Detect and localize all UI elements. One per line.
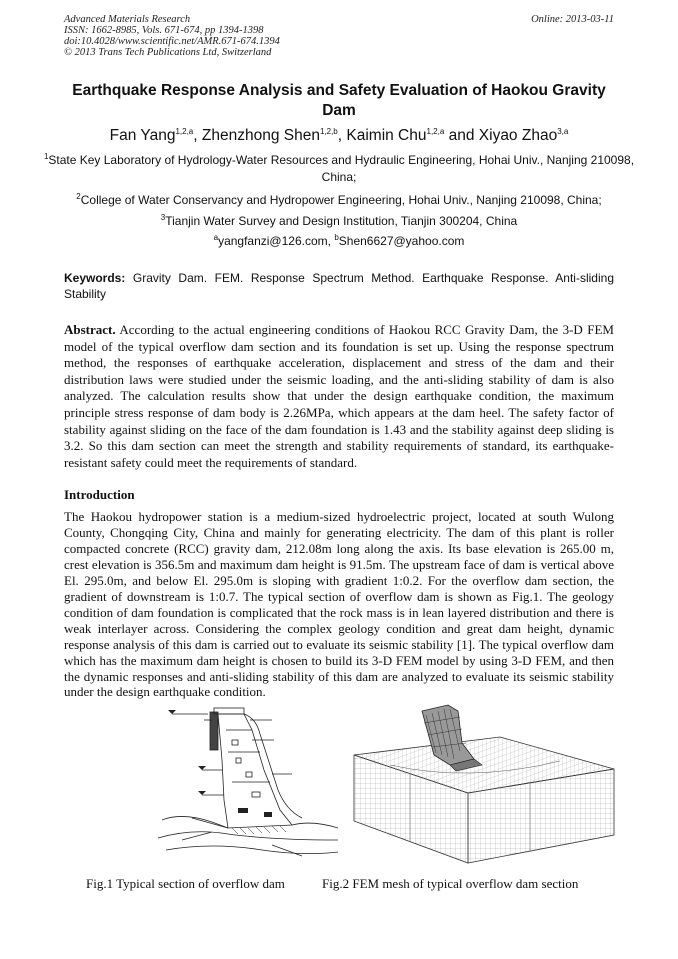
abstract-label: Abstract.: [64, 322, 116, 337]
online-date: Online: 2013-03-11: [531, 14, 614, 25]
abstract: [64, 322, 614, 471]
journal-copyright: © 2013 Trans Tech Publications Ltd, Switzerland: [64, 47, 272, 58]
affiliation-text: Tianjin Water Survey and Design Institution, Tianjin 300204, China: [165, 214, 518, 228]
fem-mesh-figure: [350, 703, 618, 865]
author-list: [40, 126, 638, 146]
author-sup: 1,2,a: [426, 126, 445, 136]
journal-issn: ISSN: 1662-8985, Vols. 671-674, pp 1394-1398: [64, 25, 264, 36]
affiliation-3: [40, 213, 638, 230]
author-separator: ,: [193, 127, 202, 144]
figure-1-caption: Fig.1 Typical section of overflow dam: [86, 876, 285, 891]
journal-name: Advanced Materials Research: [64, 14, 191, 25]
author-sup: 1,2,a: [175, 126, 194, 136]
author-separator: and: [444, 127, 479, 144]
affiliation-1: [40, 152, 638, 186]
dam-section-figure: [152, 700, 340, 865]
affiliation-text: College of Water Conservancy and Hydropower Engineering, Hohai Univ., Nanjing 210098, China;: [80, 193, 602, 207]
affiliation-2: [40, 192, 638, 209]
journal-header: [64, 14, 616, 58]
keywords: [64, 270, 614, 302]
email-a[interactable]: yangfanzi@126.com: [218, 234, 328, 248]
email-b[interactable]: Shen6627@yahoo.com: [338, 234, 465, 248]
keywords-text: Gravity Dam. FEM. Response Spectrum Method. Earthquake Response. Anti-sliding Stability: [64, 271, 614, 301]
abstract-text: According to the actual engineering conditions of Haokou RCC Gravity Dam, the 3-D FEM model of the typical overflow dam section and its foundation is set up. Using the response spectrum method, the responses of earthquake acceleration, displacement and stress of the dam and their distribution laws were studied under the seismic loading, and the anti-sliding stability of dam is also analyzed. The calculation results show that under the design earthquake condition, the maximum principle stress response of dam body is 2.26MPa, which appears at the dam heel. The safety factor of stability against sliding on the face of the dam foundation is 1.43 and the stability against deep sliding is 3.2. So this dam section can meet the strength and stability requirements of standard, its earthquake-resistant safety could meet the requirements of standard.: [64, 322, 614, 470]
email-sup: b: [334, 233, 339, 242]
journal-doi: doi:10.4028/www.scientific.net/AMR.671-674.1394: [64, 36, 280, 47]
author-name: Fan Yang: [109, 127, 176, 144]
author-name: Zhenzhong Shen: [201, 127, 320, 144]
affiliation-text: State Key Laboratory of Hydrology-Water Resources and Hydraulic Engineering, Hohai Univ., Nanjing 210098, China;: [48, 153, 635, 184]
affiliation-sup: 2: [76, 192, 81, 201]
author-name: Xiyao Zhao: [478, 127, 558, 144]
author-name: Kaimin Chu: [346, 127, 427, 144]
figure-2-caption: Fig.2 FEM mesh of typical overflow dam section: [322, 876, 579, 891]
introduction-heading: Introduction: [64, 487, 135, 502]
author-emails: [40, 233, 638, 250]
paper-title: Earthquake Response Analysis and Safety Evaluation of Haokou Gravity Dam: [72, 82, 606, 119]
author-sup: 3,a: [557, 126, 569, 136]
email-separator: ,: [327, 234, 335, 248]
author-sup: 1,2,b: [319, 126, 338, 136]
affiliation-sup: 3: [160, 213, 166, 222]
keywords-label: Keywords:: [64, 271, 126, 285]
author-separator: ,: [337, 127, 347, 144]
email-sup: a: [213, 233, 219, 242]
affiliation-sup: 1: [43, 152, 49, 161]
introduction-text: The Haokou hydropower station is a medium-sized hydroelectric project, located at south Wulong County, Chongqing City, China and mainly for generating electricity. The dam of this plant is roller compacted concrete (RCC) gravity dam, 212.08m long along the axis. Its base elevation is 265.00 m, crest elevation is 356.5m and maximum dam height is 91.5m. The upstream face of dam is vertical above El. 295.0m, and below El. 295.0m is sloping with gradient 1:0.2. For the overflow dam section, the gradient of downstream is 1:0.7. The typical section of overflow dam is shown as Fig.1. The geology condition of dam foundation is complicated that the rock mass is in lean layered distribution and there is weak interlayer across. Considering the complex geology condition and great dam height, dynamic response analysis of this dam is carried out to evaluate its seismic stability [1]. The typical overflow dam which has the maximum dam height is chosen to build its 3-D FEM model by using 3-D FEM, and then the dynamic responses and anti-sliding stability of this dam are analyzed to evaluate its seismic stability under the design earthquake condition.: [64, 509, 614, 700]
